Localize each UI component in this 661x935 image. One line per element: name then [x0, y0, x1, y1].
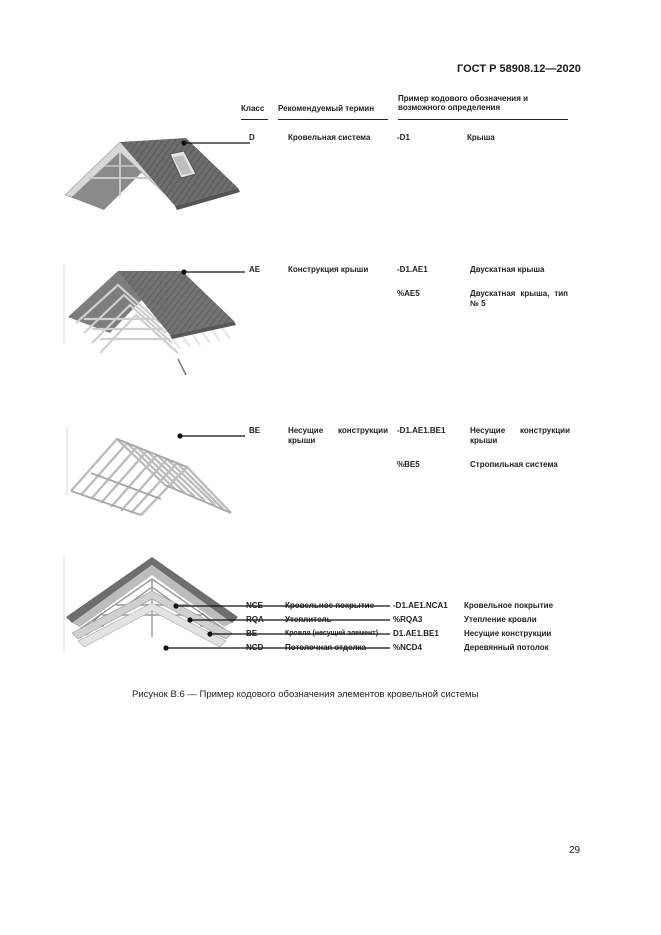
code-d1-ae1-be1: -D1.AE1.BE1 — [397, 426, 446, 435]
code-d1: -D1 — [397, 133, 410, 142]
class-code-d: D — [249, 133, 255, 142]
column-header-example: Пример кодового обозначения и возможного определения — [398, 94, 529, 112]
code-d1-ae1-be1-layer: D1.AE1.BE1 — [393, 629, 439, 638]
class-code-be: BE — [249, 426, 261, 435]
definition-bearing-structures: Несущие конструкции — [464, 629, 552, 638]
code-d1-ae1: -D1.AE1 — [397, 265, 428, 274]
figure-caption: Рисунок В.6 — Пример кодового обозначения элементов кровельной системы — [132, 689, 479, 700]
term-insulation: Утеплитель — [285, 615, 332, 624]
class-code-ae: AE — [249, 265, 261, 274]
code-d1-ae1-nca1: -D1.AE1.NCA1 — [393, 601, 448, 610]
definition-roof: Крыша — [467, 133, 495, 142]
class-code-nce: NCE — [246, 601, 263, 610]
code-ncd4: %NCD4 — [393, 643, 422, 652]
term-load-bearing: Несущие конструкции крыши — [288, 426, 388, 445]
leader-line-be — [150, 432, 245, 440]
column-header-term-rule — [278, 119, 388, 120]
term-roof-bearing-element: Кровля (несущий элемент) — [285, 630, 379, 637]
leader-line-d — [130, 139, 250, 147]
definition-roof-covering: Кровельное покрытие — [464, 601, 554, 610]
term-roof-structure: Конструкция крыши — [288, 265, 369, 274]
column-header-class-rule — [241, 119, 268, 120]
column-header-class: Класс — [241, 104, 265, 113]
term-ceiling-finish: Потолочная отделка — [285, 643, 366, 652]
column-header-example-rule — [398, 119, 568, 120]
definition-gable-roof-type5: Двускатная крыша, тип № 5 — [470, 289, 568, 308]
definition-rafter-system: Стропильная система — [470, 460, 558, 469]
class-code-be-layer: BE — [246, 629, 258, 638]
definition-wooden-ceiling: Деревянный потолок — [464, 643, 549, 652]
definition-gable-roof: Двускатная крыша — [470, 265, 545, 274]
leader-line-ae — [150, 268, 245, 276]
definition-roof-insulation: Утепление кровли — [464, 615, 537, 624]
column-header-term: Рекомендуемый термин — [278, 104, 375, 113]
class-code-ncd: NCD — [246, 643, 264, 652]
code-be5: %BE5 — [397, 460, 420, 469]
document-standard-number: ГОСТ Р 58908.12—2020 — [457, 63, 581, 75]
definition-load-bearing: Несущие конструкции крыши — [470, 426, 570, 445]
roof-structure-illustration — [62, 263, 242, 378]
code-ae5: %AE5 — [397, 289, 420, 298]
class-code-rqa: RQA — [246, 615, 264, 624]
term-roof-covering: Кровельное покрытие — [285, 601, 375, 610]
code-rqa3: %RQA3 — [393, 615, 423, 624]
term-roof-system: Кровельная система — [288, 133, 371, 142]
page-number: 29 — [569, 845, 581, 856]
